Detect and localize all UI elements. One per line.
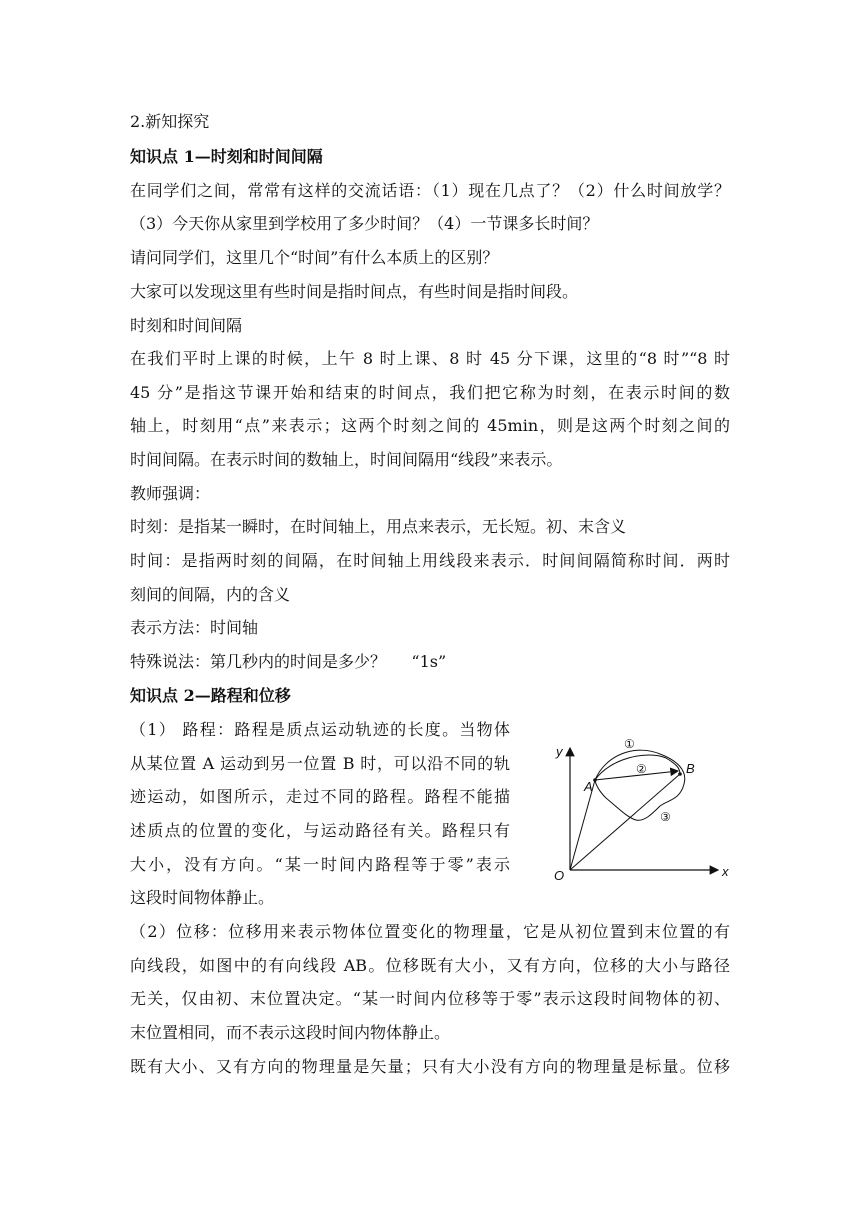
y-axis-label: y — [556, 744, 563, 759]
path-paragraph-line: 从某位置 A 运动到另一位置 B 时，可以沿不同的轨 — [130, 754, 510, 773]
path-1-label: ① — [624, 737, 635, 751]
path-paragraph-line: 述质点的位置的变化，与运动路径有关。路程只有 — [130, 821, 510, 840]
displacement-paragraph-line: 向线段，如图中的有向线段 AB。位移既有大小，又有方向，位移的大小与路径 — [130, 956, 730, 975]
origin-label: O — [554, 868, 565, 882]
paragraph-line: 请问同学们，这里几个“时间”有什么本质上的区别？ — [130, 248, 499, 267]
path-paragraph-line: 大小，没有方向。“某一时间内路程等于零”表示 — [130, 855, 510, 874]
paragraph-line: （3）今天你从家里到学校用了多少时间？（4）一节课多长时间？ — [130, 214, 599, 233]
point-b-label: B — [686, 761, 695, 776]
path-loop — [595, 750, 685, 820]
paragraph-line: 轴上，时刻用“点”来表示；这两个时刻之间的 45min，则是这两个时刻之间的 — [130, 416, 730, 435]
path-paragraph-line: 这段时间物体静止。 — [130, 888, 275, 907]
method-line: 表示方法：时间轴 — [130, 618, 259, 637]
path-displacement-figure — [548, 736, 734, 882]
point-b — [678, 772, 682, 776]
paragraph-line: 45 分”是指这节课开始和结束的时间点，我们把它称为时刻，在表示时间的数 — [130, 383, 730, 402]
displacement-paragraph-line: 无关，仅由初、末位置决定。“某一时间内位移等于零”表示这段时间物体的初、 — [130, 989, 730, 1008]
paragraph-line: 在同学们之间，常常有这样的交流话语：（1）现在几点了？（2）什么时间放学？ — [130, 181, 730, 200]
x-axis-label: x — [722, 864, 729, 879]
special-statement: 特殊说法：第几秒内的时间是多少？ “1s” — [130, 652, 447, 671]
time-definition-line: 时间：是指两时刻的间隔，在时间轴上用线段来表示．时间间隔简称时间．两时 — [130, 551, 730, 570]
knowledge-point-1-title: 知识点 1—时刻和时间间隔 — [130, 147, 323, 166]
paragraph-line: 在我们平时上课的时候，上午 8 时上课、8 时 45 分下课，这里的“8 时”“8 时 — [130, 349, 730, 368]
subtitle: 时刻和时间间隔 — [130, 316, 243, 335]
path-3-label: ③ — [660, 810, 671, 824]
displacement-paragraph-line: 末位置相同，而不表示这段时间内物体静止。 — [130, 1023, 451, 1042]
paragraph-line: 大家可以发现这里有些时间是指时间点，有些时间是指时间段。 — [130, 282, 579, 301]
vector-paragraph-line: 既有大小、又有方向的物理量是矢量；只有大小没有方向的物理量是标量。位移 — [130, 1057, 730, 1076]
path-2-label: ② — [636, 762, 647, 776]
emphasis-label: 教师强调： — [130, 484, 211, 503]
paragraph-line: 时间间隔。在表示时间的数轴上，时间间隔用“线段”来表示。 — [130, 450, 563, 469]
time-definition-line: 刻间的间隔，内的含义 — [130, 585, 291, 604]
knowledge-point-2-title: 知识点 2—路程和位移 — [130, 686, 291, 705]
moment-definition: 时刻：是指某一瞬时，在时间轴上，用点来表示，无长短。初、末含义 — [130, 517, 627, 536]
section-heading: 2.新知探究 — [130, 112, 210, 131]
point-a-label: A — [584, 779, 593, 794]
point-a — [593, 778, 597, 782]
path-paragraph-line: （1） 路程：路程是质点运动轨迹的长度。当物体 — [130, 720, 510, 739]
displacement-paragraph-line: （2）位移：位移用来表示物体位置变化的物理量，它是从初位置到末位置的有 — [130, 922, 730, 941]
path-paragraph-line: 迹运动，如图所示，走过不同的路程。路程不能描 — [130, 787, 510, 806]
